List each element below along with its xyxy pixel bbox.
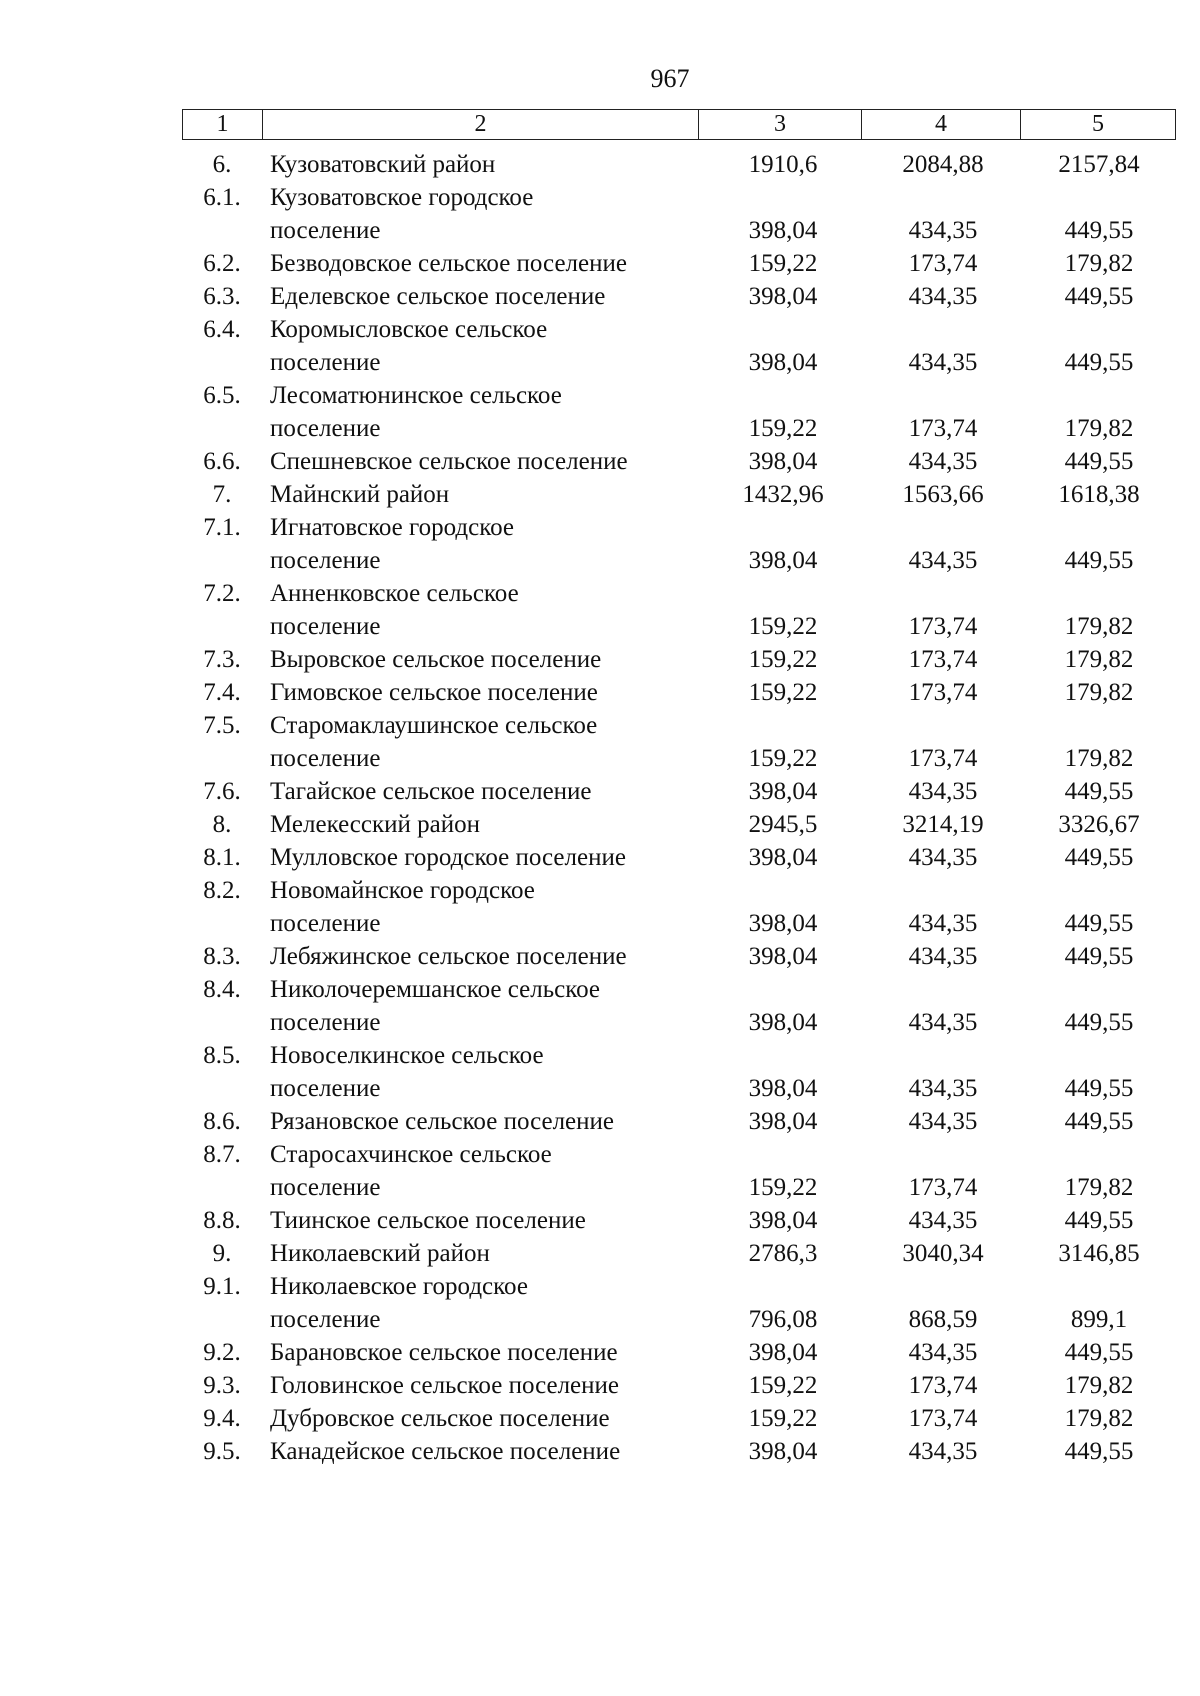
value-col-4: 173,74 xyxy=(908,679,978,706)
column-header-row xyxy=(183,110,1176,140)
row-name-line: Мелекесский район xyxy=(270,811,481,838)
value-col-3: 1432,96 xyxy=(742,481,824,508)
row-number: 7.1. xyxy=(203,514,241,541)
column-header-2: 2 xyxy=(263,110,699,140)
row-name-line: Лесоматюнинское сельское xyxy=(270,382,562,409)
row-number: 6.2. xyxy=(203,250,241,277)
value-col-5: 3326,67 xyxy=(1058,811,1140,838)
row-values xyxy=(702,577,1176,643)
value-col-3: 398,04 xyxy=(748,1339,818,1366)
row-name-line: Лебяжинское сельское поселение xyxy=(270,943,627,970)
row-name xyxy=(262,940,702,973)
row-name-line: Коромысловское сельское xyxy=(270,316,548,343)
row-values xyxy=(702,874,1176,940)
value-col-3: 398,04 xyxy=(748,1009,818,1036)
row-values xyxy=(702,445,1176,478)
value-col-3: 159,22 xyxy=(748,250,818,277)
value-col-5: 449,55 xyxy=(1064,1339,1134,1366)
value-col-4: 173,74 xyxy=(908,415,978,442)
value-col-3: 159,22 xyxy=(748,679,818,706)
row-name xyxy=(262,181,702,247)
table-row xyxy=(182,676,1170,709)
value-col-4: 434,35 xyxy=(908,217,978,244)
row-name xyxy=(262,808,702,841)
row-name-line: Канадейское сельское поселение xyxy=(270,1438,621,1465)
value-col-4: 434,35 xyxy=(908,283,978,310)
table-row xyxy=(182,1435,1170,1468)
row-values xyxy=(702,1105,1176,1138)
row-number: 8.2. xyxy=(203,877,241,904)
row-number: 8.3. xyxy=(203,943,241,970)
row-name xyxy=(262,280,702,313)
row-values xyxy=(702,973,1176,1039)
column-header-5: 5 xyxy=(1021,110,1176,140)
row-name-line: Тиинское сельское поселение xyxy=(270,1207,586,1234)
value-col-5: 179,82 xyxy=(1064,646,1134,673)
value-col-5: 1618,38 xyxy=(1058,481,1140,508)
row-values xyxy=(702,1039,1176,1105)
table-row xyxy=(182,1204,1170,1237)
row-name xyxy=(262,643,702,676)
value-col-5: 449,55 xyxy=(1064,349,1134,376)
value-col-4: 1563,66 xyxy=(902,481,984,508)
value-col-4: 434,35 xyxy=(908,1438,978,1465)
value-col-5: 179,82 xyxy=(1064,415,1134,442)
row-name-line: Головинское сельское поселение xyxy=(270,1372,620,1399)
row-name xyxy=(262,1204,702,1237)
row-name-line: Майнский район xyxy=(270,481,450,508)
value-col-3: 398,04 xyxy=(748,547,818,574)
value-col-4: 434,35 xyxy=(908,1339,978,1366)
value-col-5: 449,55 xyxy=(1064,217,1134,244)
value-col-5: 449,55 xyxy=(1064,448,1134,475)
value-col-4: 173,74 xyxy=(908,646,978,673)
row-name-line: поселение xyxy=(270,745,381,772)
value-col-3: 398,04 xyxy=(748,217,818,244)
row-name xyxy=(262,577,702,643)
value-col-3: 398,04 xyxy=(748,1207,818,1234)
row-name xyxy=(262,676,702,709)
table-row xyxy=(182,379,1170,445)
value-col-4: 173,74 xyxy=(908,1405,978,1432)
row-name-line: Кузоватовский район xyxy=(270,151,496,178)
value-col-3: 398,04 xyxy=(748,778,818,805)
row-name-line: Николаевский район xyxy=(270,1240,490,1267)
row-values xyxy=(702,313,1176,379)
value-col-3: 398,04 xyxy=(748,283,818,310)
row-name xyxy=(262,313,702,379)
row-name-line: Анненковское сельское xyxy=(270,580,519,607)
row-name xyxy=(262,973,702,1039)
row-number: 8.7. xyxy=(203,1141,241,1168)
value-col-4: 434,35 xyxy=(908,349,978,376)
value-col-3: 796,08 xyxy=(748,1306,818,1333)
value-col-5: 179,82 xyxy=(1064,1405,1134,1432)
value-col-5: 179,82 xyxy=(1064,679,1134,706)
row-name xyxy=(262,1138,702,1204)
row-number: 6.4. xyxy=(203,316,241,343)
row-name-line: поселение xyxy=(270,349,381,376)
table-row xyxy=(182,1105,1170,1138)
row-values xyxy=(702,676,1176,709)
row-name-line: Старомаклаушинское сельское xyxy=(270,712,598,739)
value-col-5: 449,55 xyxy=(1064,778,1134,805)
value-col-5: 449,55 xyxy=(1064,844,1134,871)
row-values xyxy=(702,1138,1176,1204)
value-col-5: 449,55 xyxy=(1064,1108,1134,1135)
value-col-5: 449,55 xyxy=(1064,1438,1134,1465)
table-row xyxy=(182,280,1170,313)
column-header-table xyxy=(182,109,1176,140)
row-name-line: Барановское сельское поселение xyxy=(270,1339,618,1366)
row-name xyxy=(262,841,702,874)
value-col-3: 398,04 xyxy=(748,448,818,475)
value-col-5: 179,82 xyxy=(1064,250,1134,277)
row-name-line: поселение xyxy=(270,217,381,244)
value-col-3: 398,04 xyxy=(748,943,818,970)
value-col-5: 449,55 xyxy=(1064,1207,1134,1234)
row-name xyxy=(262,1369,702,1402)
row-name xyxy=(262,511,702,577)
value-col-5: 449,55 xyxy=(1064,1009,1134,1036)
row-name-line: Новомайнское городское xyxy=(270,877,535,904)
value-col-5: 3146,85 xyxy=(1058,1240,1140,1267)
value-col-4: 173,74 xyxy=(908,250,978,277)
value-col-4: 868,59 xyxy=(908,1306,978,1333)
value-col-5: 179,82 xyxy=(1064,745,1134,772)
value-col-3: 398,04 xyxy=(748,349,818,376)
value-col-3: 159,22 xyxy=(748,745,818,772)
table-row xyxy=(182,1039,1170,1105)
row-values xyxy=(702,1237,1176,1270)
table-row xyxy=(182,181,1170,247)
row-number: 6.3. xyxy=(203,283,241,310)
row-name-line: поселение xyxy=(270,1075,381,1102)
value-col-4: 434,35 xyxy=(908,910,978,937)
table-row xyxy=(182,1369,1170,1402)
row-number: 8. xyxy=(212,811,232,838)
value-col-5: 179,82 xyxy=(1064,613,1134,640)
value-col-3: 159,22 xyxy=(748,1174,818,1201)
row-name-line: поселение xyxy=(270,415,381,442)
table-row xyxy=(182,874,1170,940)
row-number: 9.2. xyxy=(203,1339,241,1366)
row-values xyxy=(702,478,1176,511)
value-col-4: 434,35 xyxy=(908,943,978,970)
row-name xyxy=(262,1237,702,1270)
row-name-line: Николочеремшанское сельское xyxy=(270,976,600,1003)
value-col-4: 173,74 xyxy=(908,1174,978,1201)
row-number: 8.4. xyxy=(203,976,241,1003)
row-values xyxy=(702,280,1176,313)
value-col-3: 159,22 xyxy=(748,1405,818,1432)
row-values xyxy=(702,148,1176,181)
row-values xyxy=(702,511,1176,577)
row-values xyxy=(702,643,1176,676)
row-values xyxy=(702,181,1176,247)
value-col-5: 449,55 xyxy=(1064,283,1134,310)
table-row xyxy=(182,577,1170,643)
value-col-5: 449,55 xyxy=(1064,943,1134,970)
value-col-4: 434,35 xyxy=(908,1207,978,1234)
row-values xyxy=(702,808,1176,841)
value-col-3: 159,22 xyxy=(748,415,818,442)
row-values xyxy=(702,1336,1176,1369)
value-col-4: 173,74 xyxy=(908,745,978,772)
row-number: 7.4. xyxy=(203,679,241,706)
row-name xyxy=(262,445,702,478)
value-col-4: 3214,19 xyxy=(902,811,984,838)
table-row xyxy=(182,1270,1170,1336)
table-row xyxy=(182,1402,1170,1435)
value-col-3: 1910,6 xyxy=(748,151,818,178)
value-col-5: 899,1 xyxy=(1070,1306,1128,1333)
table-row xyxy=(182,940,1170,973)
row-values xyxy=(702,1369,1176,1402)
row-name-line: Еделевское сельское поселение xyxy=(270,283,606,310)
column-header-4: 4 xyxy=(862,110,1021,140)
row-name-line: Новоселкинское сельское xyxy=(270,1042,544,1069)
row-name xyxy=(262,1435,702,1468)
value-col-3: 2786,3 xyxy=(748,1240,818,1267)
value-col-4: 434,35 xyxy=(908,448,978,475)
row-values xyxy=(702,247,1176,280)
row-number: 6.6. xyxy=(203,448,241,475)
row-number: 8.1. xyxy=(203,844,241,871)
row-name-line: Спешневское сельское поселение xyxy=(270,448,628,475)
row-values xyxy=(702,1204,1176,1237)
value-col-4: 434,35 xyxy=(908,844,978,871)
row-name-line: поселение xyxy=(270,1306,381,1333)
table-row xyxy=(182,445,1170,478)
row-number: 9.1. xyxy=(203,1273,241,1300)
row-name xyxy=(262,1336,702,1369)
value-col-4: 434,35 xyxy=(908,1108,978,1135)
value-col-3: 159,22 xyxy=(748,613,818,640)
table-row xyxy=(182,148,1170,181)
page-number: 967 xyxy=(650,64,690,93)
value-col-4: 434,35 xyxy=(908,1075,978,1102)
row-name-line: Выровское сельское поселение xyxy=(270,646,602,673)
value-col-4: 434,35 xyxy=(908,778,978,805)
row-name xyxy=(262,1402,702,1435)
row-name-line: Безводовское сельское поселение xyxy=(270,250,627,277)
value-col-4: 2084,88 xyxy=(902,151,984,178)
column-header-3: 3 xyxy=(699,110,862,140)
table-row xyxy=(182,775,1170,808)
row-values xyxy=(702,709,1176,775)
row-name xyxy=(262,874,702,940)
value-col-4: 3040,34 xyxy=(902,1240,984,1267)
table-row xyxy=(182,511,1170,577)
table-row xyxy=(182,313,1170,379)
row-name-line: Старосахчинское сельское xyxy=(270,1141,552,1168)
value-col-3: 398,04 xyxy=(748,1108,818,1135)
column-header-1: 1 xyxy=(183,110,263,140)
row-name-line: поселение xyxy=(270,1009,381,1036)
row-values xyxy=(702,940,1176,973)
row-name-line: Рязановское сельское поселение xyxy=(270,1108,615,1135)
value-col-4: 434,35 xyxy=(908,547,978,574)
value-col-5: 449,55 xyxy=(1064,910,1134,937)
value-col-5: 179,82 xyxy=(1064,1174,1134,1201)
table-row xyxy=(182,478,1170,511)
row-name xyxy=(262,247,702,280)
value-col-5: 449,55 xyxy=(1064,547,1134,574)
row-number: 6. xyxy=(212,151,232,178)
table-row xyxy=(182,247,1170,280)
row-number: 9.4. xyxy=(203,1405,241,1432)
table-row xyxy=(182,1138,1170,1204)
row-name xyxy=(262,478,702,511)
value-col-5: 449,55 xyxy=(1064,1075,1134,1102)
row-name-line: Тагайское сельское поселение xyxy=(270,778,592,805)
row-name xyxy=(262,1039,702,1105)
row-values xyxy=(702,1402,1176,1435)
row-number: 8.6. xyxy=(203,1108,241,1135)
row-name-line: Николаевское городское xyxy=(270,1273,528,1300)
row-number: 7. xyxy=(212,481,232,508)
row-number: 6.5. xyxy=(203,382,241,409)
row-values xyxy=(702,841,1176,874)
row-name-line: Кузоватовское городское xyxy=(270,184,534,211)
value-col-3: 2945,5 xyxy=(748,811,818,838)
row-name xyxy=(262,379,702,445)
table-row xyxy=(182,643,1170,676)
row-name-line: Мулловское городское поселение xyxy=(270,844,626,871)
row-name-line: Дубровское сельское поселение xyxy=(270,1405,610,1432)
row-name xyxy=(262,1105,702,1138)
row-number: 6.1. xyxy=(203,184,241,211)
row-name xyxy=(262,1270,702,1336)
value-col-4: 173,74 xyxy=(908,1372,978,1399)
row-name-line: Гимовское сельское поселение xyxy=(270,679,598,706)
value-col-3: 398,04 xyxy=(748,1438,818,1465)
row-values xyxy=(702,775,1176,808)
table-row xyxy=(182,709,1170,775)
row-name-line: поселение xyxy=(270,1174,381,1201)
value-col-3: 159,22 xyxy=(748,646,818,673)
value-col-4: 173,74 xyxy=(908,613,978,640)
row-number: 8.5. xyxy=(203,1042,241,1069)
row-name xyxy=(262,775,702,808)
table-body xyxy=(182,148,1170,1468)
row-number: 7.3. xyxy=(203,646,241,673)
row-number: 9. xyxy=(212,1240,232,1267)
row-name-line: поселение xyxy=(270,613,381,640)
table-row xyxy=(182,841,1170,874)
value-col-3: 398,04 xyxy=(748,844,818,871)
value-col-5: 179,82 xyxy=(1064,1372,1134,1399)
value-col-3: 159,22 xyxy=(748,1372,818,1399)
value-col-3: 398,04 xyxy=(748,910,818,937)
value-col-4: 434,35 xyxy=(908,1009,978,1036)
table-row xyxy=(182,1336,1170,1369)
row-number: 9.5. xyxy=(203,1438,241,1465)
row-values xyxy=(702,1270,1176,1336)
row-name xyxy=(262,709,702,775)
value-col-5: 2157,84 xyxy=(1058,151,1140,178)
row-number: 7.2. xyxy=(203,580,241,607)
row-number: 7.6. xyxy=(203,778,241,805)
table-row xyxy=(182,973,1170,1039)
table-row xyxy=(182,1237,1170,1270)
row-name-line: поселение xyxy=(270,910,381,937)
row-name xyxy=(262,148,702,181)
table-row xyxy=(182,808,1170,841)
row-number: 8.8. xyxy=(203,1207,241,1234)
row-number: 9.3. xyxy=(203,1372,241,1399)
row-number: 7.5. xyxy=(203,712,241,739)
row-name-line: поселение xyxy=(270,547,381,574)
value-col-3: 398,04 xyxy=(748,1075,818,1102)
row-name-line: Игнатовское городское xyxy=(270,514,515,541)
row-values xyxy=(702,379,1176,445)
row-values xyxy=(702,1435,1176,1468)
